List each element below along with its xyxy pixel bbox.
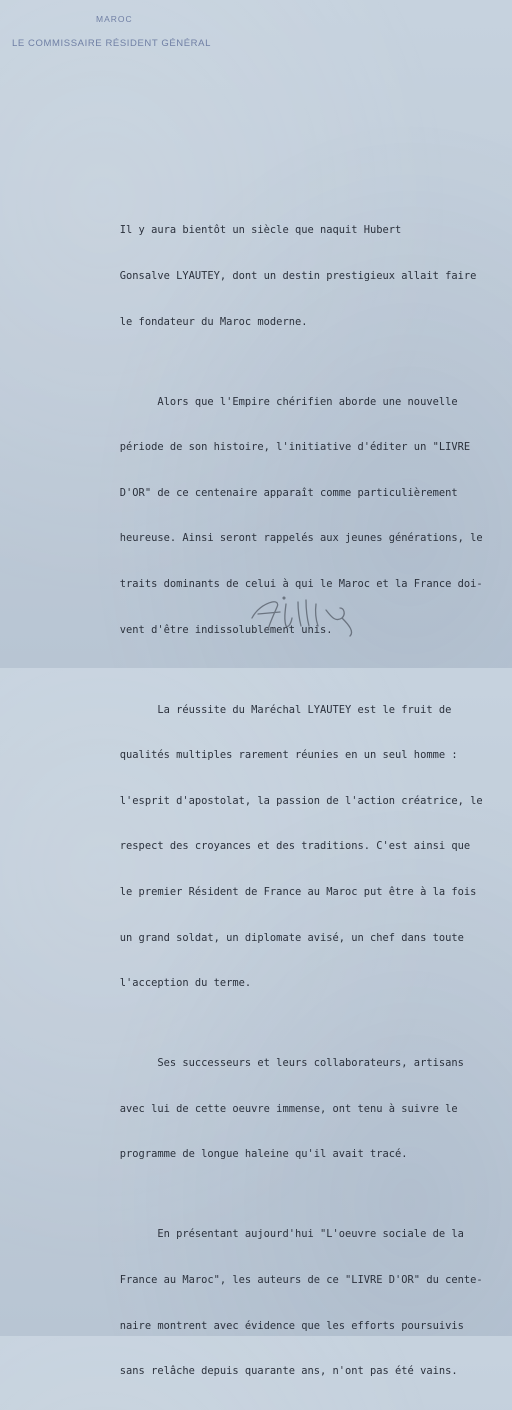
letter-line: période de son histoire, l'initiative d'éditer un "LIVRE — [76, 441, 471, 454]
letter-line: vent d'être indissolublement unis. — [76, 623, 333, 636]
letter-line: Gonsalve LYAUTEY, dont un destin prestigieux allait faire — [76, 270, 477, 282]
letter-line: traits dominants de celui à qui le Maroc et la France doi- — [76, 577, 483, 590]
letter-line: programme de longue haleine qu'il avait tracé. — [76, 1148, 408, 1161]
letter-line: l'acception du terme. — [76, 977, 252, 990]
letter-line: le fondateur du Maroc moderne. — [76, 315, 308, 328]
letter-line: D'OR" de ce centenaire apparaît comme particulièrement — [76, 486, 458, 499]
letter-line: avec lui de cette oeuvre immense, ont tenu à suivre le — [76, 1102, 458, 1115]
letter-line: France au Maroc", les auteurs de ce "LIVRE D'OR" du cente- — [76, 1273, 483, 1286]
letter-line: sans relâche depuis quarante ans, n'ont pas été vains. — [76, 1365, 458, 1378]
letterhead-title: LE COMMISSAIRE RÉSIDENT GÉNÉRAL — [12, 38, 211, 49]
letter-body — [76, 193, 512, 1410]
letter-line: La réussite du Maréchal LYAUTEY est le fruit de — [76, 703, 452, 716]
handwritten-signature — [246, 588, 396, 638]
letter-line: respect des croyances et des traditions. C'est ainsi que — [76, 840, 471, 853]
letter-line: le premier Résident de France au Maroc put être à la fois — [76, 885, 477, 898]
letter-line: un grand soldat, un diplomate avisé, un chef dans toute — [76, 931, 464, 944]
letter-line: En présentant aujourd'hui "L'oeuvre sociale de la — [76, 1228, 464, 1241]
letter-line: Alors que l'Empire chérifien aborde une nouvelle — [76, 395, 458, 408]
letter-line: l'esprit d'apostolat, la passion de l'action créatrice, le — [76, 794, 483, 807]
letter-line: Ses successeurs et leurs collaborateurs, artisans — [76, 1057, 464, 1070]
letter-line: naire montrent avec évidence que les efforts poursuivis — [76, 1319, 464, 1332]
letter-line: qualités multiples rarement réunies en un seul homme : — [76, 749, 458, 762]
letter-line: heureuse. Ainsi seront rappelés aux jeunes générations, le — [76, 532, 483, 545]
letterhead-country: MAROC — [96, 14, 133, 24]
letter-line: Il y aura bientôt un siècle que naquit Hubert — [76, 224, 402, 237]
